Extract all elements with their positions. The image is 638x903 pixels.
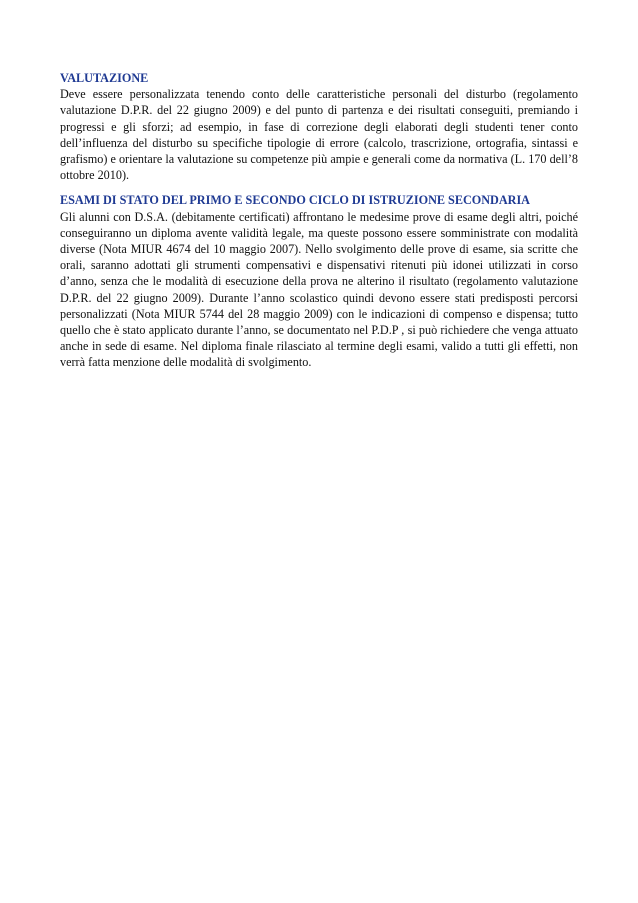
section-heading: VALUTAZIONE (60, 71, 149, 85)
section-body: Deve essere personalizzata tenendo conto delle caratteristiche personali del disturbo (regolamento valutazione D.P.R. del 22 giugno 2009) e del punto di partenza e dei risultati conseguiti, premiando i progressi e gli sforzi; ad esempio, in fase di correzione degli elaborati degli studenti tener conto dell’influenza del disturbo su specifiche tipologie di errore (calcolo, trascrizione, ortografia, sintassi e grafismo) e orientare la valutazione su competenze più ampie e generali come da normativa (L. 170 dell’8 ottobre 2010). (60, 87, 578, 183)
section-body: Gli alunni con D.S.A. (debitamente certificati) affrontano le medesime prove di esame degli altri, poiché conseguiranno un diploma avente validità legale, ma queste possono essere somministrate con modalità diverse (Nota MIUR 4674 del 10 maggio 2007). Nello svolgimento delle prove di esame, sia scritte che orali, saranno adottati gli strumenti compensativi e dispensativi ritenuti più idonei utilizzati in corso d’anno, senza che le modalità di esecuzione della prova ne alterino il risultato (regolamento valutazione D.P.R. del 22 giugno 2009). Durante l’anno scolastico quindi devono essere stati predisposti percorsi personalizzati (Nota MIUR 5744 del 28 maggio 2009) con le indicazioni di compenso e dispensa; tutto quello che è stato applicato durante l’anno, se documentato nel P.D.P , si può richiedere che venga attuato anche in sede di esame. Nel diploma finale rilasciato al termine degli esami, valido a tutti gli effetti, non verrà fatta menzione delle modalità di svolgimento. (60, 209, 578, 370)
section-heading: ESAMI DI STATO DEL PRIMO E SECONDO CICLO DI ISTRUZIONE SECONDARIA (60, 193, 530, 208)
section-divider (60, 183, 578, 192)
document-page (60, 70, 578, 371)
section-valutazione (60, 70, 578, 183)
section-esami-di-stato (60, 192, 578, 370)
